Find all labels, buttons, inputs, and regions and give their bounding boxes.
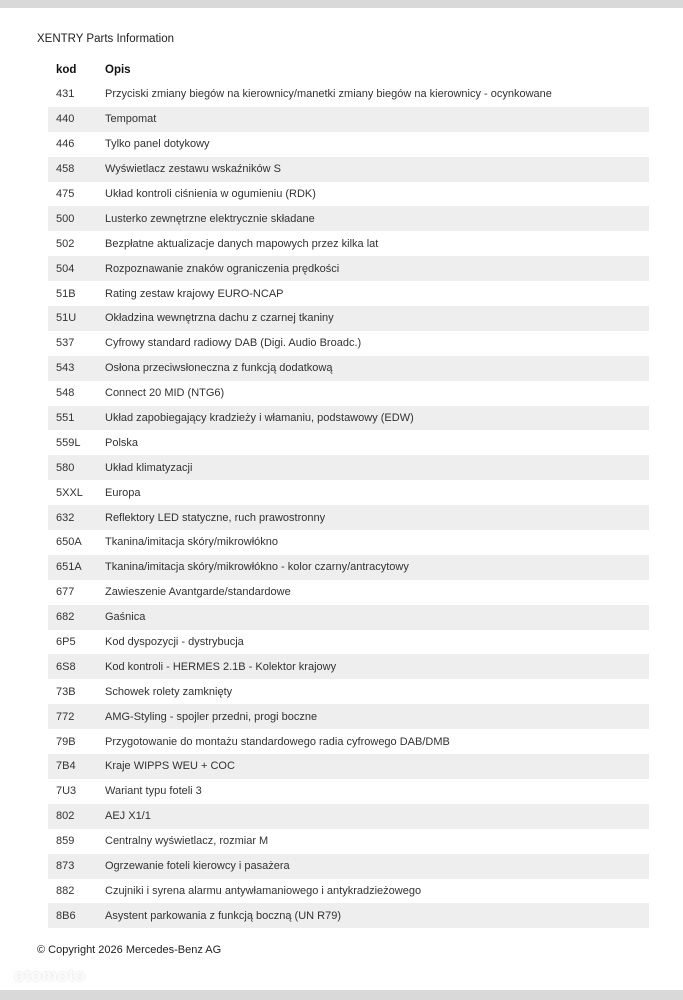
table-row — [48, 505, 649, 530]
table-row — [48, 455, 649, 480]
row-code: 882 — [56, 884, 75, 897]
row-code: 475 — [56, 188, 75, 200]
table-row — [48, 679, 649, 704]
row-code: 772 — [56, 710, 75, 723]
table-row — [48, 107, 649, 132]
row-description: Przygotowanie do montażu standardowego radia cyfrowego DAB/DMB — [105, 735, 450, 748]
table-row — [48, 903, 649, 928]
row-code: 500 — [56, 212, 75, 225]
row-description: Rozpoznawanie znaków ograniczenia prędkości — [105, 262, 340, 275]
row-description: Czujniki i syrena alarmu antywłamaniowego i antykradzieżowego — [105, 884, 422, 897]
row-description: Układ klimatyzacji — [105, 461, 193, 474]
table-row — [48, 406, 649, 431]
table-row — [48, 206, 649, 231]
row-description: AEJ X1/1 — [105, 810, 151, 823]
table-row — [48, 754, 649, 779]
table-row — [48, 729, 649, 754]
row-description: Wyświetlacz zestawu wskaźników S — [105, 163, 281, 176]
row-description: Reflektory LED statyczne, ruch prawostronny — [105, 511, 326, 524]
row-code: 7U3 — [56, 785, 77, 798]
row-code: 440 — [56, 113, 75, 126]
row-code: 431 — [56, 88, 75, 101]
table-row — [48, 356, 649, 381]
table-row — [48, 331, 649, 356]
row-description: Cyfrowy standard radiowy DAB (Digi. Audio Broadc.) — [105, 337, 362, 350]
row-code: 458 — [56, 163, 75, 176]
row-code: 51B — [56, 287, 76, 300]
row-description: Connect 20 MID (NTG6) — [105, 387, 225, 400]
document-title: XENTRY Parts Information — [37, 33, 174, 45]
table-header — [48, 58, 649, 82]
row-code: 632 — [56, 511, 75, 524]
row-description: Układ zapobiegający kradzieży i włamaniu, podstawowy (EDW) — [105, 412, 414, 425]
row-description: Schowek rolety zamknięty — [105, 685, 233, 698]
row-description: Europa — [105, 486, 141, 499]
row-code: 51U — [56, 312, 77, 325]
header-description: Opis — [105, 64, 131, 76]
row-description: Wariant typu foteli 3 — [105, 785, 202, 798]
table-row — [48, 854, 649, 879]
row-code: 651A — [56, 561, 82, 574]
table-row — [48, 829, 649, 854]
table-row — [48, 381, 649, 406]
table-row — [48, 231, 649, 256]
row-code: 551 — [56, 412, 75, 425]
row-description: Zawieszenie Avantgarde/standardowe — [105, 586, 291, 599]
row-description: Tkanina/imitacja skóry/mikrowłókno - kolor czarny/antracytowy — [105, 561, 409, 574]
row-description: Polska — [105, 436, 139, 449]
row-code: 6P5 — [56, 636, 76, 649]
table-row — [48, 530, 649, 555]
table-row — [48, 82, 649, 107]
row-description: Asystent parkowania z funkcją boczną (UN R79) — [105, 909, 341, 922]
row-code: 548 — [56, 387, 75, 400]
row-code: 7B4 — [56, 760, 76, 773]
table-row — [48, 182, 649, 207]
row-code: 559L — [56, 436, 81, 449]
row-description: AMG-Styling - spojler przedni, progi boczne — [105, 710, 318, 723]
row-description: Okładzina wewnętrzna dachu z czarnej tkaniny — [105, 312, 334, 325]
copyright-footer: © Copyright 2026 Mercedes-Benz AG — [37, 944, 222, 956]
row-code: 802 — [56, 810, 75, 823]
row-description: Lusterko zewnętrzne elektrycznie składane — [105, 212, 315, 225]
row-description: Kod kontroli - HERMES 2.1B - Kolektor krajowy — [105, 660, 337, 673]
table-row — [48, 256, 649, 281]
table-row — [48, 480, 649, 505]
table-row — [48, 132, 649, 157]
parts-table — [48, 58, 649, 928]
document-page — [0, 8, 683, 990]
table-row — [48, 281, 649, 306]
watermark-logo: otomoto — [14, 966, 86, 985]
table-row — [48, 430, 649, 455]
row-description: Kod dyspozycji - dystrybucja — [105, 636, 244, 649]
row-code: 859 — [56, 835, 75, 848]
table-body — [48, 82, 649, 928]
row-description: Centralny wyświetlacz, rozmiar M — [105, 835, 269, 848]
row-description: Tkanina/imitacja skóry/mikrowłókno — [105, 536, 278, 549]
table-row — [48, 654, 649, 679]
row-code: 677 — [56, 586, 75, 599]
header-code: kod — [56, 64, 77, 76]
row-code: 650A — [56, 536, 82, 549]
row-code: 543 — [56, 362, 75, 375]
row-code: 682 — [56, 611, 75, 624]
row-code: 5XXL — [56, 486, 83, 499]
row-description: Gaśnica — [105, 611, 146, 624]
table-row — [48, 157, 649, 182]
row-code: 79B — [56, 735, 76, 748]
row-description: Tempomat — [105, 113, 157, 126]
table-row — [48, 704, 649, 729]
row-description: Kraje WIPPS WEU + COC — [105, 760, 235, 773]
table-row — [48, 804, 649, 829]
row-code: 6S8 — [56, 660, 76, 673]
table-row — [48, 605, 649, 630]
row-description: Osłona przeciwsłoneczna z funkcją dodatkową — [105, 362, 333, 375]
row-description: Ogrzewanie foteli kierowcy i pasażera — [105, 860, 290, 873]
table-row — [48, 630, 649, 655]
row-code: 502 — [56, 237, 75, 250]
table-row — [48, 879, 649, 904]
row-description: Tylko panel dotykowy — [105, 138, 210, 151]
row-code: 73B — [56, 685, 76, 698]
row-code: 446 — [56, 138, 75, 151]
row-description: Bezpłatne aktualizacje danych mapowych przez kilka lat — [105, 237, 379, 250]
row-description: Układ kontroli ciśnienia w ogumieniu (RDK) — [105, 188, 316, 200]
row-code: 873 — [56, 860, 75, 873]
row-description: Rating zestaw krajowy EURO-NCAP — [105, 287, 284, 300]
row-code: 580 — [56, 461, 75, 474]
row-code: 504 — [56, 262, 75, 275]
table-row — [48, 779, 649, 804]
row-description: Przyciski zmiany biegów na kierownicy/manetki zmiany biegów na kierownicy - ocynkowane — [105, 88, 552, 101]
row-code: 537 — [56, 337, 75, 350]
row-code: 8B6 — [56, 909, 76, 922]
table-row — [48, 580, 649, 605]
table-row — [48, 306, 649, 331]
table-row — [48, 555, 649, 580]
